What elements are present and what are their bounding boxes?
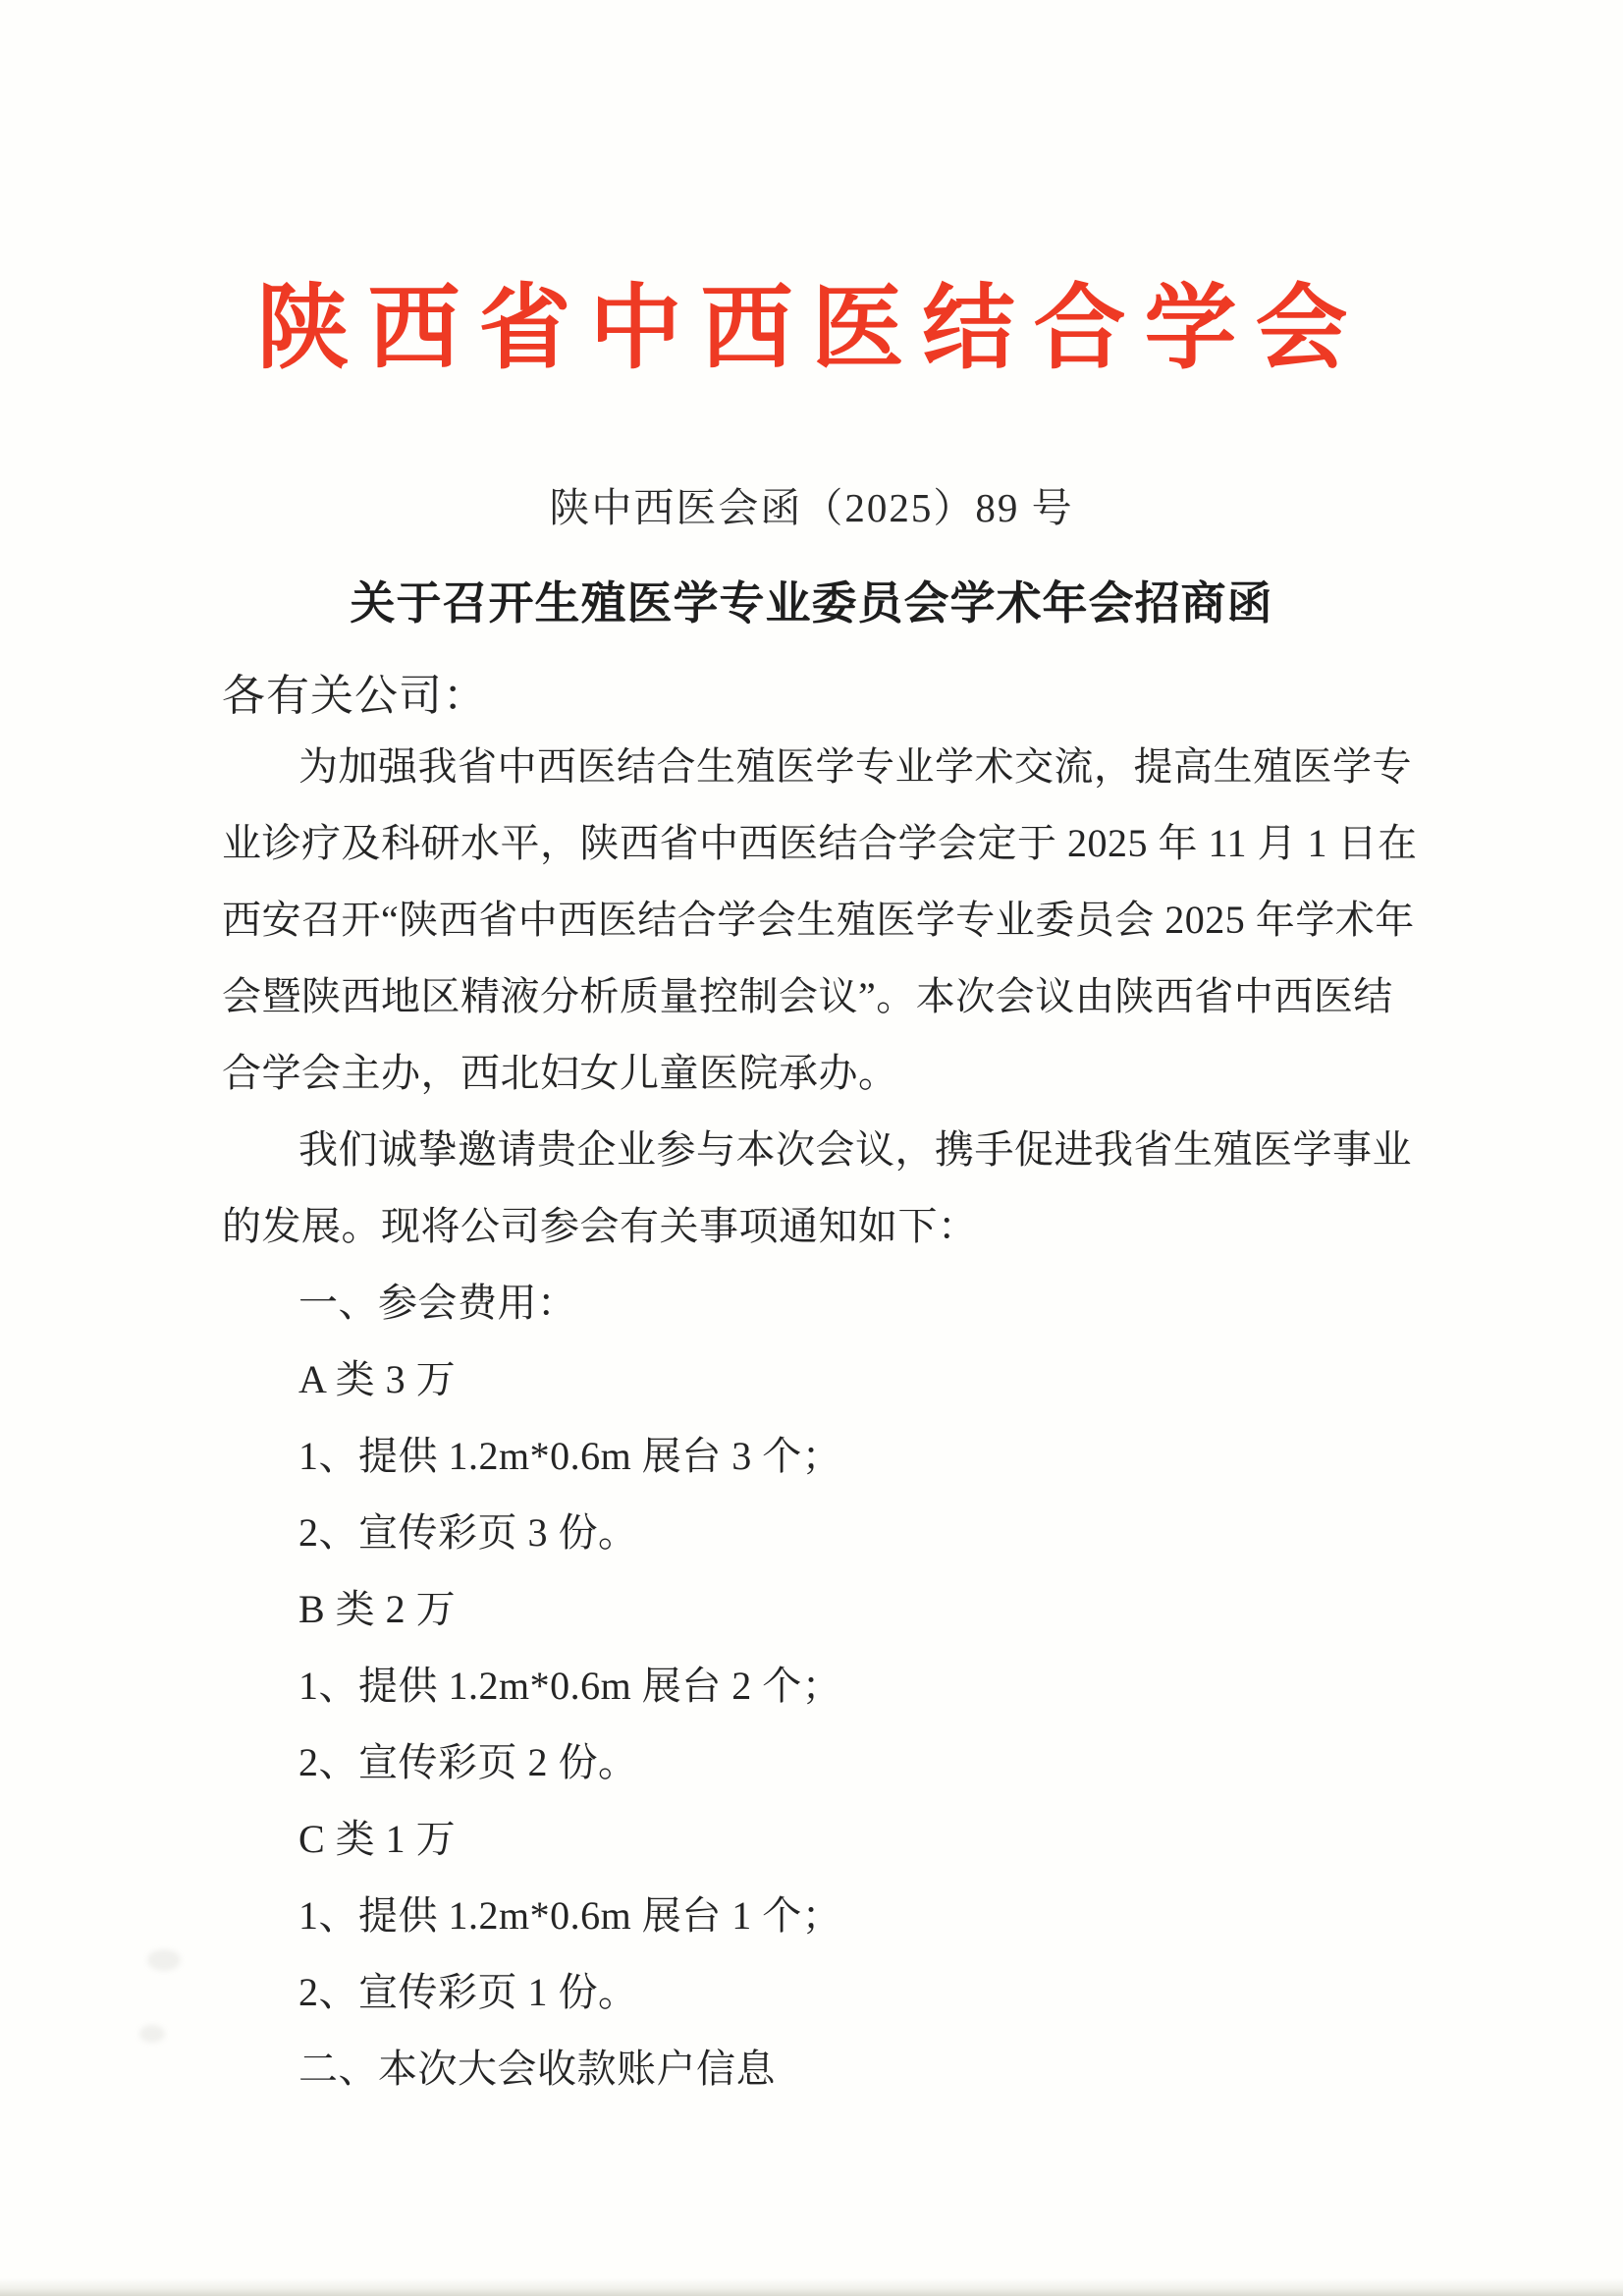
body-line: 合学会主办，西北妇女儿童医院承办。 <box>222 1050 898 1095</box>
body-line: 2、宣传彩页 1 份。 <box>298 1969 638 2014</box>
body-line: 会暨陕西地区精液分析质量控制会议”。本次会议由陕西省中西医结 <box>222 973 1393 1018</box>
body-line: 一、参会费用： <box>298 1280 577 1325</box>
body-line: 为加强我省中西医结合生殖医学专业学术交流，提高生殖医学专 <box>298 743 1412 789</box>
body-line: 1、提供 1.2m*0.6m 展台 1 个； <box>298 1892 842 1938</box>
body-line: 我们诚挚邀请贵企业参与本次会议，携手促进我省生殖医学事业 <box>298 1126 1412 1172</box>
body-line: 的发展。现将公司参会有关事项通知如下： <box>222 1203 978 1248</box>
salutation: 各有关公司： <box>222 672 487 720</box>
body-line: 业诊疗及科研水平，陕西省中西医结合学会定于 2025 年 11 月 1 日在 <box>222 820 1418 865</box>
document-title: 关于召开生殖医学专业委员会学术年会招商函 <box>350 578 1273 629</box>
body-line: B 类 2 万 <box>298 1586 457 1631</box>
body-line: 二、本次大会收款账户信息 <box>298 2046 776 2091</box>
document-body <box>222 725 1418 2104</box>
body-line: 1、提供 1.2m*0.6m 展台 3 个； <box>298 1433 842 1478</box>
body-line: C 类 1 万 <box>298 1816 457 1861</box>
body-line: 西安召开“陕西省中西医结合学会生殖医学专业委员会 2025 年学术年 <box>222 897 1415 942</box>
scan-bottom-edge <box>0 2278 1623 2296</box>
letterhead-org-title: 陕西省中西医结合学会 <box>256 278 1367 380</box>
body-line: 1、提供 1.2m*0.6m 展台 2 个； <box>298 1663 842 1708</box>
body-line: A 类 3 万 <box>298 1356 457 1401</box>
document-number: 陕中西医会函（2025）89 号 <box>549 485 1074 530</box>
scan-smudge <box>147 1949 181 1971</box>
scan-smudge <box>139 2025 165 2043</box>
body-line: 2、宣传彩页 3 份。 <box>298 1509 638 1555</box>
body-line: 2、宣传彩页 2 份。 <box>298 1739 638 1784</box>
